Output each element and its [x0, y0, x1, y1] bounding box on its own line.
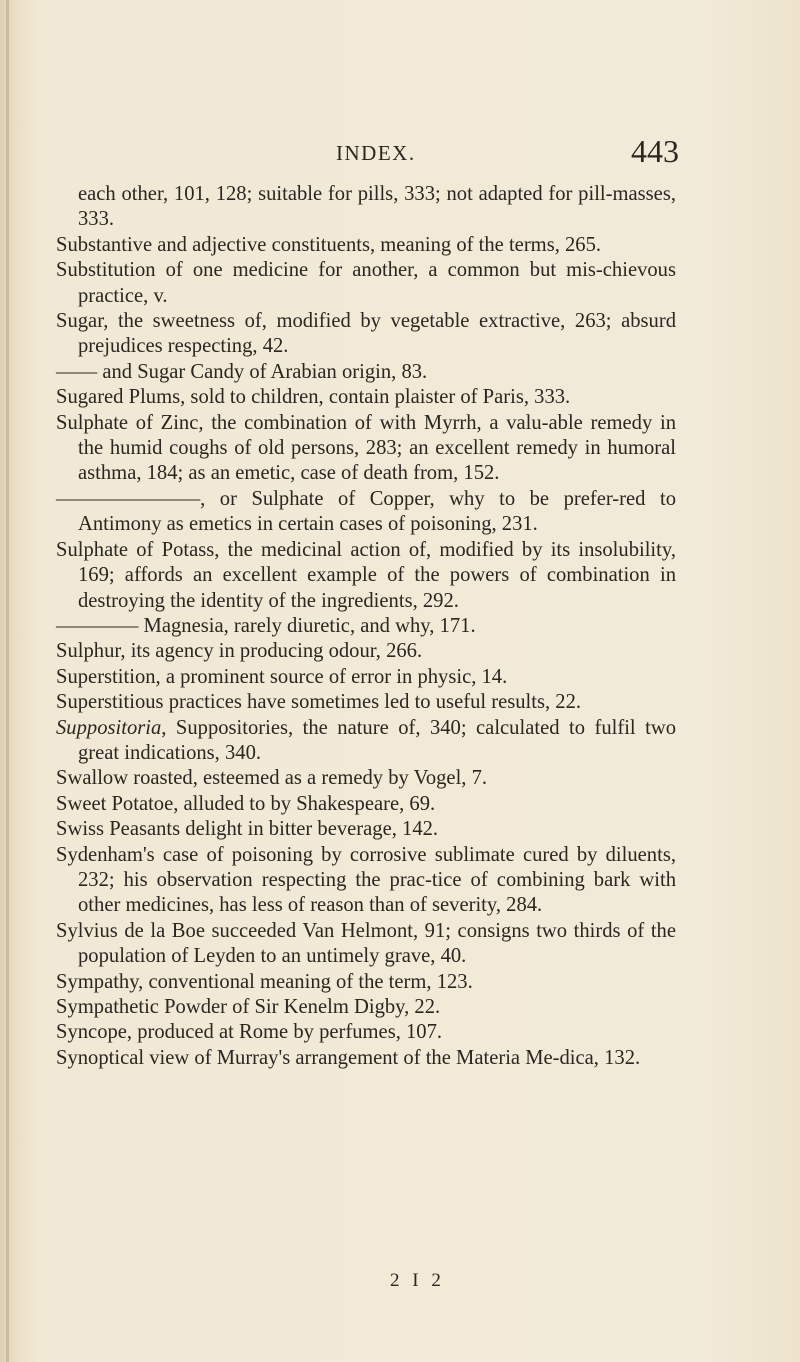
index-entry: ———— Magnesia, rarely diuretic, and why, 171.	[56, 614, 476, 637]
index-entry: Sympathetic Powder of Sir Kenelm Digby, 22.	[56, 996, 441, 1018]
page-number: 443	[631, 133, 679, 169]
index-entry: Syncope, produced at Rome by perfumes, 107.	[56, 1021, 443, 1044]
index-entry: Sympathy, conventional meaning of the term, 123.	[56, 970, 473, 993]
index-entry-suppositoria: Suppositoria, Suppositories, the nature of, 340; calculated to fulfil two great indications, 340.	[56, 716, 676, 764]
page-header	[0, 133, 800, 173]
index-entry: Sylvius de la Boe succeeded Van Helmont, 91; consigns two thirds of the population of Leyden to an untimely grave, 40.	[56, 919, 676, 968]
index-entry: Sugar, the sweetness of, modified by vegetable extractive, 263; absurd prejudices respecting, 42.	[56, 310, 676, 358]
page-gutter-shadow	[6, 0, 9, 1362]
index-entry: Superstitious practices have sometimes led to useful results, 22.	[56, 691, 582, 714]
index-entry: Substitution of one medicine for another, a common but mis-chievous practice, v.	[56, 259, 676, 307]
index-entry: Swallow roasted, esteemed as a remedy by Vogel, 7.	[56, 767, 488, 790]
index-entry: ———————, or Sulphate of Copper, why to be prefer-red to Antimony as emetics in certain cases of poisoning, 231.	[56, 487, 676, 536]
index-entry: Substantive and adjective constituents, meaning of the terms, 265.	[56, 233, 602, 256]
index-entry: Sulphur, its agency in producing odour, 266.	[56, 640, 423, 663]
index-entry: Synoptical view of Murray's arrangement of the Materia Me-dica, 132.	[56, 1046, 641, 1069]
signature-mark: 2 I 2	[390, 1270, 445, 1291]
index-entry: Sulphate of Zinc, the combination of with Myrrh, a valu-able remedy in the humid coughs of old persons, 283; an excellent remedy in humoral asthma, 184; as an emetic, case of death from, 152.	[56, 411, 676, 485]
index-entry: Sydenham's case of poisoning by corrosive sublimate cured by diluents, 232; his observation respecting the prac-tice of combining bark with other medicines, has less of reason than of severity, 284.	[56, 843, 676, 917]
index-entry: Sugared Plums, sold to children, contain plaister of Paris, 333.	[56, 386, 571, 409]
index-entry: —— and Sugar Candy of Arabian origin, 83.	[56, 360, 428, 383]
index-entry: Swiss Peasants delight in bitter beverage, 142.	[56, 818, 439, 841]
index-entry: Sweet Potatoe, alluded to by Shakespeare, 69.	[56, 792, 436, 815]
index-entries	[56, 182, 676, 1071]
index-entry: each other, 101, 128; suitable for pills, 333; not adapted for pill-masses, 333.	[78, 183, 676, 231]
index-entry: Superstition, a prominent source of error in physic, 14.	[56, 665, 508, 688]
running-head: INDEX.	[336, 141, 416, 165]
index-entry: Sulphate of Potass, the medicinal action of, modified by its insolubility, 169; affords an excellent example of the powers of combination in destroying the identity of the ingredients, 292.	[56, 538, 676, 612]
